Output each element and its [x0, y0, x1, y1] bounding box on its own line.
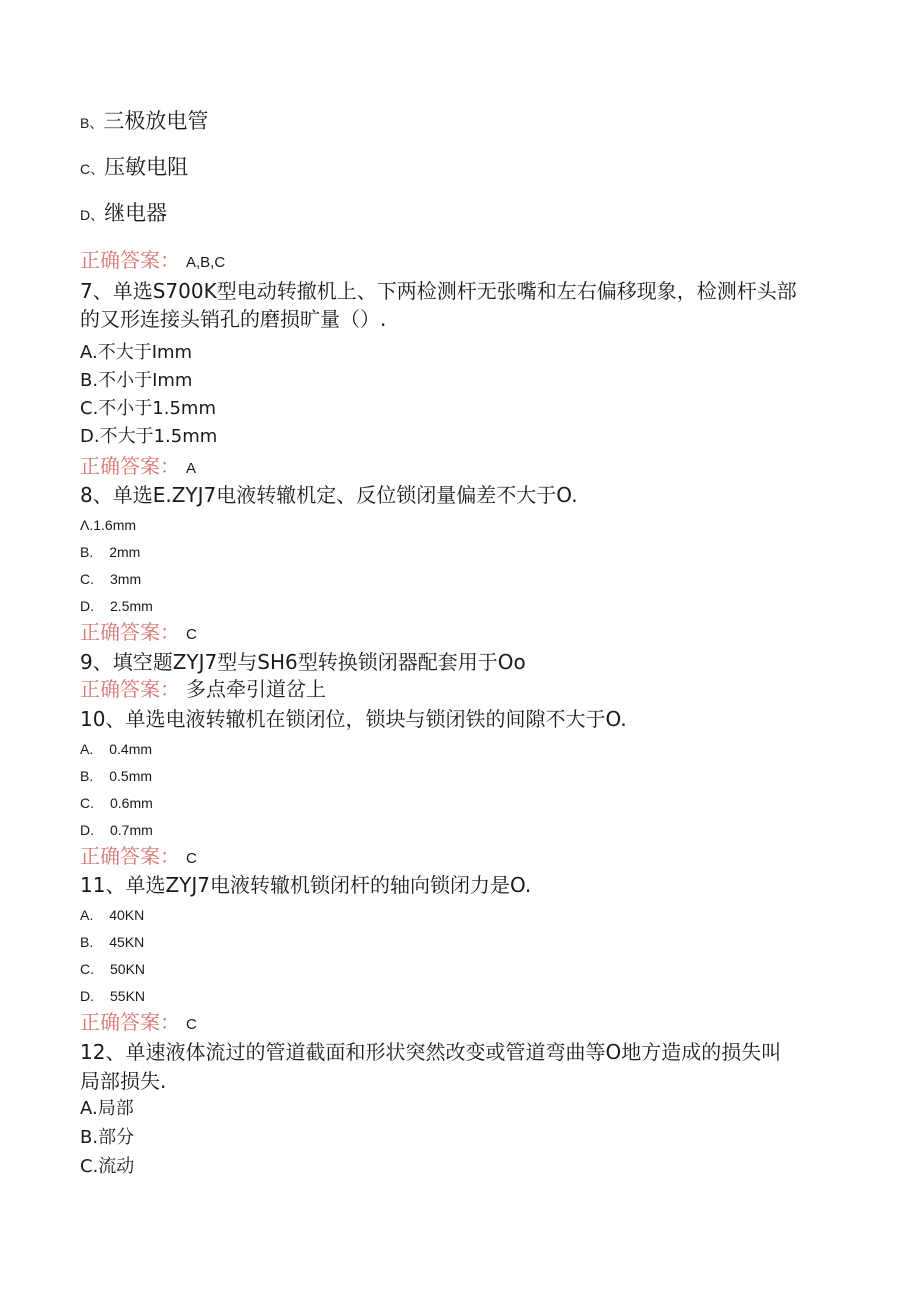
question-12-text: 12、单速液体流过的管道截面和形状突然改变或管道弯曲等O地方造成的损失叫: [80, 1040, 782, 1064]
option-d: D. 2.5mm: [80, 598, 153, 614]
option-d: D、继电器: [80, 201, 168, 225]
question-11-text: 11、单选ZYJ7电液转辙机锁闭杆的轴向锁闭力是O.: [80, 873, 532, 897]
answer-line: 正确答案： 多点牵引道岔上: [80, 677, 326, 701]
answer-line: 正确答案： A: [80, 454, 197, 478]
option-b: B.部分: [80, 1127, 135, 1148]
option-c: C、压敏电阻: [80, 155, 189, 179]
option-d: D. 55KN: [80, 988, 146, 1004]
question-12-text-cont: 局部损失.: [80, 1069, 167, 1093]
question-10-text: 10、单选电液转辙机在锁闭位，锁块与锁闭铁的间隙不大于O.: [80, 707, 627, 731]
option-b: B. 2mm: [80, 544, 141, 560]
option-a: Λ.1.6mm: [80, 517, 137, 533]
question-7-text-cont: 的又形连接头销孔的磨损旷量（）.: [80, 307, 387, 331]
option-a: A. 40KN: [80, 907, 145, 923]
answer-line: 正确答案： A,B,C: [80, 248, 226, 272]
option-c: C. 0.6mm: [80, 795, 153, 811]
option-a: A. 0.4mm: [80, 741, 153, 757]
option-c: C.不小于1.5mm: [80, 398, 216, 419]
option-d: D.不大于1.5mm: [80, 426, 218, 447]
option-b: B. 0.5mm: [80, 768, 153, 784]
answer-line: 正确答案： C: [80, 620, 197, 644]
option-c: C. 50KN: [80, 961, 146, 977]
option-a: A.局部: [80, 1098, 134, 1119]
question-7-text: 7、单选S700K型电动转撤机上、下两检测杆无张嘴和左右偏移现象，检测杆头部: [80, 279, 797, 303]
option-d: D. 0.7mm: [80, 822, 153, 838]
option-a: A.不大于Imm: [80, 342, 193, 363]
question-9-text: 9、填空题ZYJ7型与SH6型转换锁闭器配套用于Oo: [80, 650, 526, 674]
answer-line: 正确答案： C: [80, 1010, 197, 1034]
option-c: C. 3mm: [80, 571, 142, 587]
option-b: B. 45KN: [80, 934, 145, 950]
option-b: B、三极放电管: [80, 109, 209, 133]
answer-line: 正确答案： C: [80, 844, 197, 868]
question-8-text: 8、单选E.ZYJ7电液转辙机定、反位锁闭量偏差不大于O.: [80, 483, 578, 507]
option-b: B.不小于Imm: [80, 370, 193, 391]
option-c: C.流动: [80, 1156, 135, 1177]
